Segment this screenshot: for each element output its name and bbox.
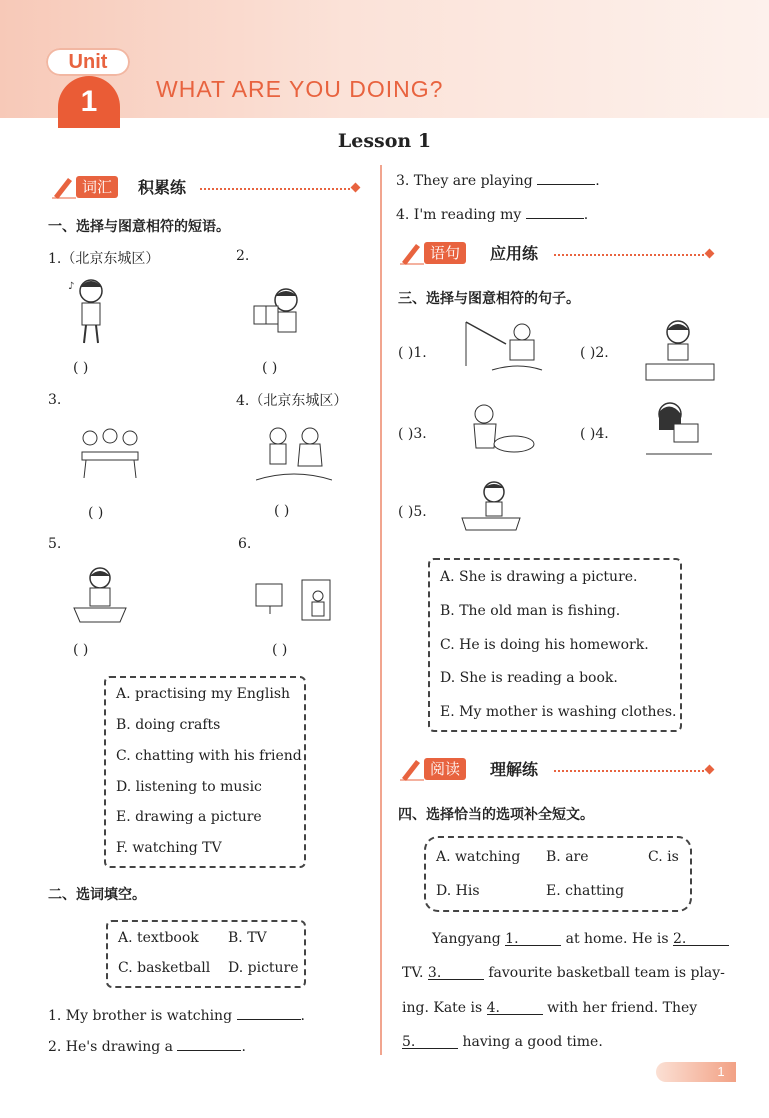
section-sentence-header [398, 240, 716, 266]
option-item: B. The old man is fishing. [440, 603, 621, 619]
q1-item-label: 5. [48, 536, 62, 552]
diamond-icon [705, 765, 715, 775]
blank-number: 4. [486, 1000, 500, 1016]
q3-heading: 三、选择与图意相符的句子。 [398, 291, 580, 307]
girl-watching-tv-illustration [254, 578, 334, 628]
answer-blank[interactable] [505, 931, 561, 946]
kids-chatting-illustration [256, 424, 332, 484]
fill-sentence [396, 170, 600, 189]
q3-item[interactable]: ( )3. [398, 426, 427, 442]
answer-blank[interactable] [487, 1000, 543, 1015]
girl-drawing-illustration [70, 566, 130, 626]
girl-reading-illustration [250, 286, 306, 334]
section-title: 应用练 [490, 244, 539, 263]
passage-text: TV. [402, 965, 428, 981]
option-item: B. are [546, 849, 589, 865]
section-rule [554, 770, 704, 772]
pencil-icon [398, 756, 424, 782]
option-item: B. TV [228, 930, 267, 946]
option-item: A. She is drawing a picture. [440, 569, 638, 585]
q1-item-label: 2. [236, 248, 250, 264]
page-number: 1 [717, 1064, 725, 1079]
passage-line [432, 931, 729, 947]
passage-line [402, 1000, 697, 1016]
option-item: D. picture [228, 960, 299, 976]
section-tag: 语句 [424, 242, 466, 264]
option-item: D. listening to music [116, 779, 262, 795]
answer-paren[interactable]: ( ) [73, 642, 89, 658]
passage-line [402, 1034, 603, 1050]
passage-line [402, 965, 725, 981]
sentence-end: . [583, 207, 589, 223]
option-item: C. is [648, 849, 679, 865]
q1-item-label: 6. [238, 536, 252, 552]
answer-blank[interactable] [177, 1036, 241, 1051]
section-reading-header [398, 756, 716, 782]
option-item: A. practising my English [116, 686, 291, 702]
answer-paren[interactable]: ( ) [272, 642, 288, 658]
option-item: B. doing crafts [116, 717, 221, 733]
answer-blank[interactable] [402, 1034, 458, 1049]
answer-paren[interactable]: ( ) [73, 360, 89, 376]
answer-blank[interactable] [237, 1005, 301, 1020]
answer-blank[interactable] [537, 170, 595, 185]
passage-text: with her friend. They [542, 1000, 698, 1016]
section-vocab-header [50, 174, 362, 200]
passage-text: at home. He is [561, 931, 674, 947]
fill-sentence [48, 1036, 246, 1055]
option-item: C. chatting with his friend [116, 748, 302, 764]
mother-washing-illustration [460, 402, 536, 462]
q1-item-label: 4.（北京东城区） [236, 393, 348, 409]
option-item: D. His [436, 883, 480, 899]
section-tag: 词汇 [76, 176, 118, 198]
fill-sentence [396, 204, 588, 223]
diamond-icon [705, 249, 715, 259]
svg-text:♪: ♪ [68, 281, 75, 292]
q4-options-box [424, 836, 692, 912]
q1-heading: 一、选择与图意相符的短语。 [48, 219, 230, 235]
option-item: E. drawing a picture [116, 809, 262, 825]
option-item: A. textbook [118, 930, 199, 946]
column-divider [380, 165, 382, 1055]
unit-title: WHAT ARE YOU DOING? [156, 76, 444, 102]
option-item: C. He is doing his homework. [440, 637, 649, 653]
sentence-end: . [241, 1039, 246, 1055]
passage-text: Yangyang [432, 931, 506, 947]
q3-item[interactable]: ( )5. [398, 504, 427, 520]
q3-item[interactable]: ( )4. [580, 426, 609, 442]
kids-crafting-illustration [72, 424, 148, 480]
unit-label: Unit [46, 48, 130, 76]
sentence-end: . [300, 1008, 305, 1024]
q1-item-label: 3. [48, 392, 62, 408]
q3-item[interactable]: ( )1. [398, 345, 427, 361]
answer-paren[interactable]: ( ) [262, 360, 278, 376]
old-man-fishing-illustration [462, 318, 544, 378]
section-rule [554, 254, 704, 256]
pencil-icon [50, 174, 76, 200]
answer-paren[interactable]: ( ) [88, 505, 104, 521]
passage-text: favourite basketball team is play- [483, 965, 725, 981]
girl-drawing-illustration [644, 318, 716, 384]
section-rule [200, 188, 350, 190]
passage-text: ing. Kate is [402, 1000, 487, 1016]
lesson-title: Lesson 1 [337, 130, 432, 152]
unit-number: 1 [58, 76, 120, 128]
girl-singing-illustration [66, 275, 116, 347]
section-title: 积累练 [138, 178, 187, 197]
boy-homework-illustration [460, 478, 524, 536]
answer-blank[interactable] [428, 965, 484, 980]
pencil-icon [398, 240, 424, 266]
section-title: 理解练 [490, 760, 539, 779]
sentence-text: 4. I'm reading my [396, 207, 522, 223]
answer-blank[interactable] [526, 204, 584, 219]
sentence-text: 3. They are playing [396, 173, 533, 189]
q4-heading: 四、选择恰当的选项补全短文。 [398, 807, 594, 823]
option-item: E. chatting [546, 883, 625, 899]
q3-item[interactable]: ( )2. [580, 345, 609, 361]
blank-number: 1. [505, 931, 519, 947]
diamond-icon [351, 183, 361, 193]
sentence-end: . [595, 173, 600, 189]
blank-number: 2. [673, 931, 687, 947]
girl-reading-book-illustration [644, 400, 714, 464]
option-item: D. She is reading a book. [440, 670, 618, 686]
option-item: F. watching TV [116, 840, 222, 856]
q1-item-label: 1.（北京东城区） [48, 251, 160, 267]
sentence-text: 2. He's drawing a [48, 1039, 174, 1055]
sentence-text: 1. My brother is watching [48, 1008, 233, 1024]
option-item: C. basketball [118, 960, 211, 976]
option-item: A. watching [436, 849, 521, 865]
blank-number: 5. [402, 1034, 416, 1050]
q2-heading: 二、选词填空。 [48, 887, 146, 903]
answer-paren[interactable]: ( ) [274, 503, 290, 519]
option-item: E. My mother is washing clothes. [440, 704, 677, 720]
blank-number: 3. [427, 965, 442, 981]
fill-sentence [48, 1005, 305, 1024]
section-tag: 阅读 [424, 758, 466, 780]
passage-text: having a good time. [458, 1034, 603, 1050]
answer-blank[interactable] [673, 931, 729, 946]
